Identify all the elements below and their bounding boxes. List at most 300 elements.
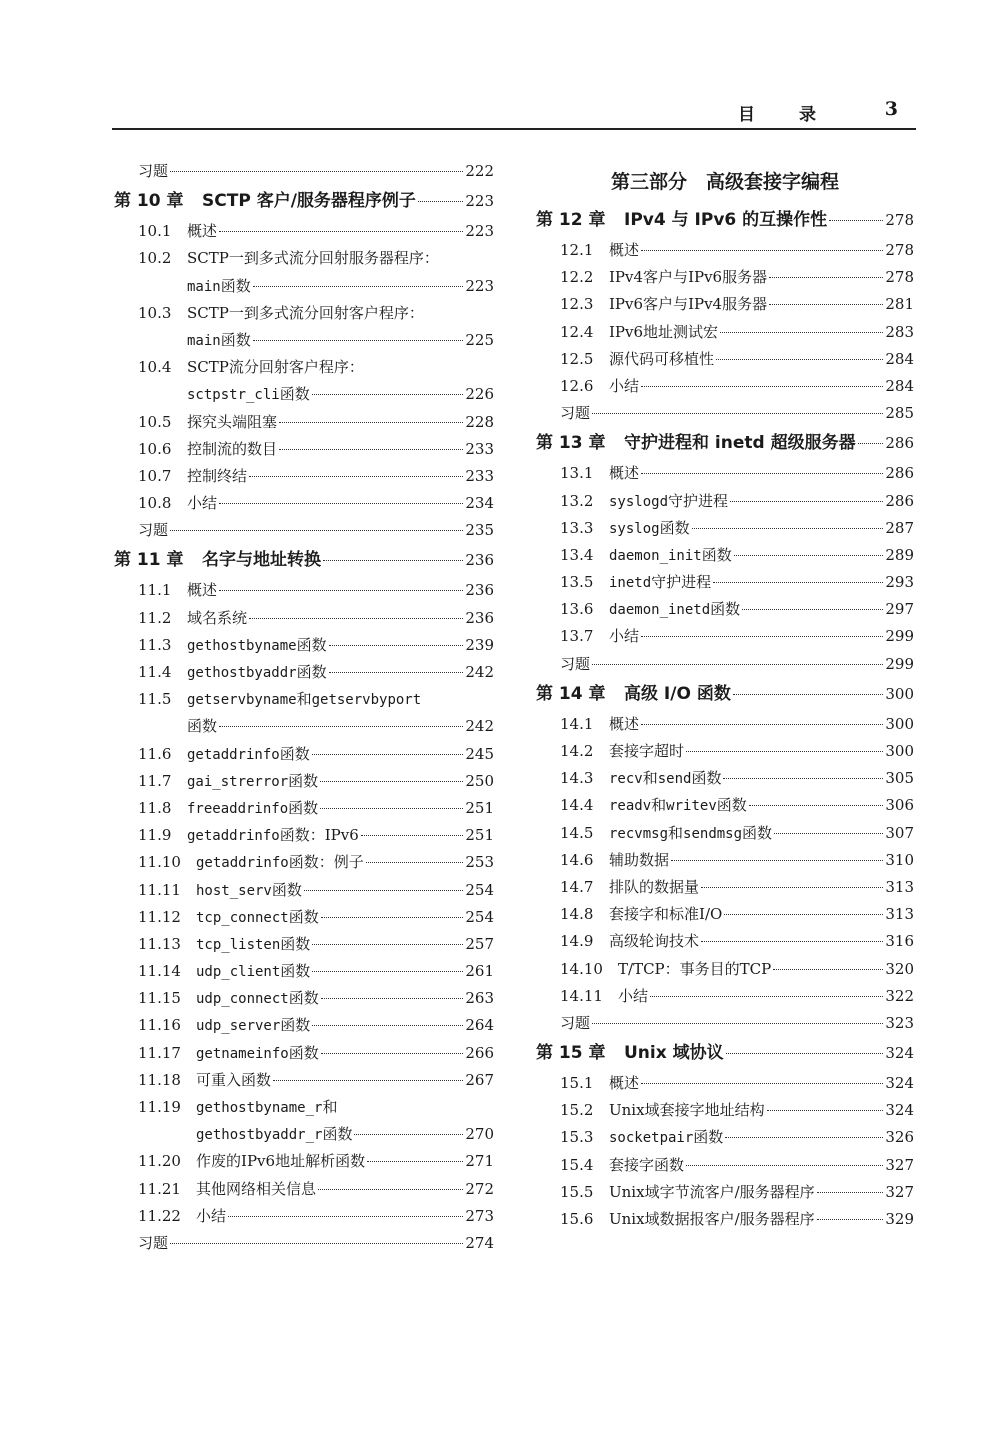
dot-leader: [641, 1083, 883, 1084]
dot-leader: [767, 1110, 884, 1111]
section-entry: [536, 847, 914, 874]
section-entry: [536, 928, 914, 955]
entry-page-number: 272: [465, 1179, 494, 1198]
entry-number: 11.3: [138, 635, 172, 654]
section-entry: [114, 768, 494, 795]
dot-leader: [641, 473, 883, 474]
entry-page-number: 278: [885, 211, 914, 229]
dot-leader: [249, 618, 463, 619]
entry-number: 第 14 章: [536, 683, 606, 704]
entry-page-number: 300: [885, 742, 914, 760]
entry-number: 14.3: [560, 769, 594, 788]
dot-leader: [361, 835, 464, 836]
entry-page-number: 284: [885, 349, 914, 368]
toc-column-left: [114, 158, 494, 1257]
entry-page-number: 306: [885, 796, 914, 815]
dot-leader: [692, 528, 884, 529]
section-entry: [114, 659, 494, 686]
dot-leader: [774, 833, 883, 834]
dot-leader: [701, 887, 883, 888]
entry-title: 概述: [187, 222, 218, 241]
section-entry: [114, 409, 494, 436]
entry-number: 13.7: [560, 627, 594, 646]
entry-page-number: 263: [465, 989, 494, 1008]
entry-number: 第 11 章: [114, 550, 184, 571]
entry-page-number: 222: [465, 162, 494, 180]
entry-page-number: 326: [885, 1128, 914, 1147]
entry-title: gai_strerror函数: [187, 771, 319, 790]
dot-leader: [219, 231, 463, 232]
section-entry: [536, 373, 914, 400]
entry-title: 探究头端阻塞: [187, 412, 278, 431]
entry-number: 11.8: [138, 798, 172, 817]
entry-number: 14.1: [560, 714, 594, 733]
entry-number: 12.4: [560, 322, 594, 341]
entry-title: SCTP 客户/服务器程序例子: [202, 191, 416, 212]
dot-leader: [686, 751, 883, 752]
entry-title: 习题: [138, 1233, 169, 1252]
entry-title: getaddrinfo函数: [187, 744, 310, 763]
entry-title: 小结: [609, 627, 640, 646]
entry-number: 11.22: [138, 1206, 181, 1225]
entry-page-number: 324: [885, 1101, 914, 1120]
entry-number: 13.2: [560, 491, 594, 510]
entry-title: 概述: [187, 581, 218, 600]
dot-leader: [641, 636, 883, 637]
entry-title: getaddrinfo函数：例子: [196, 853, 364, 872]
entry-number: 13.6: [560, 600, 594, 619]
entry-page-number: 329: [885, 1210, 914, 1228]
entry-title: 名字与地址转换: [202, 550, 321, 571]
dot-leader: [749, 805, 884, 806]
entry-title: inetd守护进程: [609, 573, 712, 592]
entry-page-number: 223: [465, 222, 494, 241]
entry-number: 14.6: [560, 850, 594, 869]
section-entry: [114, 463, 494, 490]
entry-title: tcp_listen函数: [196, 934, 311, 953]
section-entry: [114, 245, 494, 272]
dot-leader: [329, 645, 464, 646]
dot-leader: [170, 530, 463, 531]
section-entry: [536, 237, 914, 264]
entry-title: 套接字函数: [609, 1155, 685, 1174]
entry-title: 习题: [560, 1013, 591, 1032]
exercises-entry: [536, 651, 914, 678]
dot-leader: [253, 286, 464, 287]
section-entry-continuation: [114, 381, 494, 408]
entry-page-number: 273: [465, 1206, 494, 1225]
entry-page-number: 270: [465, 1125, 494, 1144]
entry-page-number: 307: [885, 823, 914, 842]
entry-title: IPv4 与 IPv6 的互操作性: [624, 210, 828, 230]
dot-leader: [312, 971, 463, 972]
section-entry: [114, 1040, 494, 1067]
section-entry: [536, 596, 914, 623]
entry-title: getaddrinfo函数：IPv6: [187, 826, 359, 845]
entry-number: 10.7: [138, 466, 172, 485]
entry-page-number: 271: [465, 1152, 494, 1171]
section-entry-continuation: [114, 1121, 494, 1148]
section-entry: [536, 488, 914, 515]
entry-title: 可重入函数: [196, 1070, 272, 1089]
section-entry: [536, 1124, 914, 1151]
section-entry: [536, 542, 914, 569]
dot-leader: [279, 449, 463, 450]
entry-page-number: 245: [465, 744, 494, 763]
dot-leader: [641, 386, 883, 387]
dot-leader: [671, 860, 883, 861]
dot-leader: [320, 781, 463, 782]
section-entry: [114, 490, 494, 517]
entry-title: IPv6地址测试宏: [609, 322, 719, 341]
dot-leader: [320, 808, 463, 809]
section-entry: [114, 795, 494, 822]
section-entry-continuation: [114, 273, 494, 300]
section-entry: [536, 1097, 914, 1124]
entry-page-number: 228: [465, 412, 494, 431]
entry-number: 11.6: [138, 744, 172, 763]
entry-page-number: 223: [465, 192, 494, 211]
dot-leader: [228, 1216, 463, 1217]
entry-page-number: 236: [465, 551, 494, 570]
dot-leader: [366, 862, 464, 863]
header-page-number: 3: [884, 98, 898, 120]
entry-title: tcp_connect函数: [196, 907, 319, 926]
section-entry: [536, 319, 914, 346]
entry-number: 第 15 章: [536, 1043, 606, 1064]
entry-number: 10.1: [138, 222, 172, 241]
section-entry: [536, 956, 914, 983]
entry-number: 13.1: [560, 464, 594, 483]
entry-title: freeaddrinfo函数: [187, 798, 319, 817]
entry-page-number: 284: [885, 376, 914, 395]
entry-title: SCTP流分回射客户程序：: [187, 358, 364, 377]
entry-page-number: 254: [465, 880, 494, 899]
entry-number: 12.3: [560, 295, 594, 314]
entry-page-number: 254: [465, 907, 494, 926]
entry-title: SCTP一到多式流分回射服务器程序：: [187, 249, 439, 268]
section-entry: [536, 792, 914, 819]
entry-page-number: 251: [465, 798, 494, 817]
entry-page-number: 322: [885, 986, 914, 1005]
dot-leader: [773, 969, 883, 970]
dot-leader: [170, 1243, 463, 1244]
section-entry: [536, 738, 914, 765]
dot-leader: [742, 609, 883, 610]
dot-leader: [253, 340, 464, 341]
entry-number: 10.6: [138, 439, 172, 458]
entry-page-number: 286: [885, 464, 914, 483]
dot-leader: [418, 201, 463, 202]
section-entry-continuation: [114, 327, 494, 354]
entry-title: recv和send函数: [609, 769, 722, 788]
entry-number: 第 12 章: [536, 210, 606, 230]
section-entry: [114, 822, 494, 849]
dot-leader: [312, 944, 463, 945]
entry-page-number: 235: [465, 521, 494, 540]
entry-number: 11.2: [138, 608, 172, 627]
entry-title: 守护进程和 inetd 超级服务器: [624, 433, 856, 454]
section-entry: [114, 1203, 494, 1230]
toc-column-right: [536, 158, 914, 1233]
entry-number: 11.4: [138, 663, 172, 681]
entry-title: Unix域数据报客户/服务器程序: [609, 1210, 815, 1228]
entry-page-number: 320: [885, 959, 914, 978]
dot-leader: [273, 1080, 463, 1081]
dot-leader: [726, 1053, 884, 1054]
entry-title: host_serv函数: [196, 880, 302, 899]
entry-number: 10.2: [138, 249, 172, 268]
entry-page-number: 313: [885, 877, 914, 896]
entry-title: 控制终结: [187, 466, 248, 485]
entry-number: 15.2: [560, 1101, 594, 1120]
entry-title: 排队的数据量: [609, 877, 700, 896]
entry-page-number: 250: [465, 771, 494, 790]
entry-page-number: 285: [885, 404, 914, 423]
entry-number: 14.7: [560, 877, 594, 896]
entry-page-number: 305: [885, 769, 914, 788]
section-entry: [536, 460, 914, 487]
dot-leader: [769, 277, 883, 278]
entry-title: sctpstr_cli函数: [187, 385, 310, 404]
entry-number: 14.5: [560, 823, 594, 842]
exercises-entry: [114, 1230, 494, 1257]
entry-page-number: 316: [885, 932, 914, 951]
dot-leader: [321, 998, 464, 999]
entry-title: IPv6客户与IPv4服务器: [609, 295, 768, 314]
dot-leader: [829, 220, 883, 221]
running-header: [112, 98, 916, 130]
entry-number: 10.5: [138, 412, 172, 431]
dot-leader: [329, 672, 464, 673]
entry-title: IPv4客户与IPv6服务器: [609, 268, 768, 287]
entry-number: 11.1: [138, 581, 172, 600]
dot-leader: [723, 778, 883, 779]
chapter-entry: [114, 185, 494, 218]
dot-leader: [219, 726, 463, 727]
entry-number: 11.17: [138, 1043, 181, 1062]
entry-number: 11.5: [138, 690, 172, 709]
dot-leader: [312, 394, 464, 395]
entry-number: 10.3: [138, 303, 172, 322]
entry-title: syslogd守护进程: [609, 491, 729, 510]
entry-page-number: 233: [465, 439, 494, 458]
section-entry: [114, 1067, 494, 1094]
entry-page-number: 297: [885, 600, 914, 619]
entry-title: recvmsg和sendmsg函数: [609, 823, 773, 842]
dot-leader: [858, 443, 884, 444]
dot-leader: [354, 1134, 463, 1135]
entry-number: 12.2: [560, 268, 594, 287]
entry-number: 11.14: [138, 962, 181, 981]
part-heading: 第三部分 高级套接字编程: [610, 171, 839, 193]
section-entry: [114, 605, 494, 632]
entry-title: gethostbyaddr_r函数: [196, 1125, 353, 1144]
entry-title: 高级 I/O 函数: [624, 683, 731, 704]
entry-page-number: 300: [885, 684, 914, 703]
entry-number: 第 13 章: [536, 433, 606, 454]
dot-leader: [249, 476, 463, 477]
entry-number: 11.9: [138, 826, 172, 845]
section-entry: [536, 623, 914, 650]
dot-leader: [321, 917, 464, 918]
entry-page-number: 324: [885, 1044, 914, 1063]
entry-title: gethostbyname_r和: [196, 1098, 338, 1116]
entry-title: syslog函数: [609, 518, 690, 537]
entry-page-number: 242: [465, 717, 494, 736]
entry-page-number: 299: [885, 627, 914, 646]
entry-title: Unix域字节流客户/服务器程序: [609, 1182, 815, 1201]
entry-page-number: 327: [885, 1182, 914, 1201]
header-title: 目录: [738, 105, 860, 125]
entry-number: 11.18: [138, 1070, 181, 1089]
dot-leader: [817, 1192, 884, 1193]
entry-title: 作废的IPv6地址解析函数: [196, 1152, 366, 1171]
entry-number: 14.9: [560, 932, 594, 951]
section-entry: [536, 820, 914, 847]
section-entry: [536, 569, 914, 596]
section-entry: [114, 958, 494, 985]
entry-title: daemon_inetd函数: [609, 600, 741, 619]
dot-leader: [730, 501, 883, 502]
entry-number: 11.12: [138, 907, 181, 926]
entry-title: 概述: [609, 464, 640, 483]
section-entry: [114, 632, 494, 659]
entry-page-number: 278: [885, 241, 914, 259]
entry-title: 小结: [609, 376, 640, 395]
section-entry: [114, 1094, 494, 1121]
entry-page-number: 310: [885, 850, 914, 869]
entry-title: 控制流的数目: [187, 439, 278, 458]
entry-page-number: 239: [465, 635, 494, 654]
dot-leader: [592, 413, 883, 414]
dot-leader: [219, 590, 463, 591]
entry-number: 15.1: [560, 1074, 594, 1093]
entry-number: 15.4: [560, 1155, 594, 1174]
entry-number: 14.11: [560, 986, 603, 1005]
section-entry: [536, 765, 914, 792]
entry-page-number: 261: [465, 962, 494, 981]
entry-page-number: 236: [465, 608, 494, 627]
dot-leader: [304, 890, 463, 891]
entry-title: main函数: [187, 276, 251, 295]
chapter-entry: [536, 678, 914, 711]
section-entry: [114, 741, 494, 768]
entry-title: udp_connect函数: [196, 989, 319, 1008]
entry-page-number: 253: [465, 853, 494, 872]
dot-leader: [769, 304, 883, 305]
section-entry: [114, 904, 494, 931]
entry-number: 14.8: [560, 905, 594, 924]
section-entry: [114, 1148, 494, 1175]
dot-leader: [734, 555, 884, 556]
dot-leader: [725, 1137, 883, 1138]
entry-page-number: 286: [885, 434, 914, 453]
entry-title: 函数: [187, 717, 218, 736]
entry-title: SCTP一到多式流分回射客户程序：: [187, 303, 424, 322]
section-entry: [114, 354, 494, 381]
entry-title: gethostbyaddr函数: [187, 663, 327, 681]
entry-page-number: 293: [885, 573, 914, 592]
entry-number: 12.5: [560, 349, 594, 368]
entry-number: 10.8: [138, 494, 172, 513]
entry-title: readv和writev函数: [609, 796, 747, 815]
exercises-entry: [536, 1010, 914, 1037]
entry-number: 15.5: [560, 1182, 594, 1201]
entry-page-number: 313: [885, 905, 914, 924]
dot-leader: [817, 1219, 884, 1220]
entry-page-number: 267: [465, 1070, 494, 1089]
entry-number: 10.4: [138, 358, 172, 377]
dot-leader: [367, 1161, 463, 1162]
entry-title: 小结: [618, 986, 649, 1005]
entry-number: 11.7: [138, 771, 172, 790]
entry-title: 概述: [609, 241, 640, 259]
dot-leader: [650, 996, 883, 997]
dot-leader: [312, 1025, 463, 1026]
section-entry: [114, 300, 494, 327]
entry-title: 习题: [138, 162, 169, 180]
dot-leader: [170, 171, 463, 172]
entry-page-number: 278: [885, 268, 914, 287]
entry-number: 15.6: [560, 1210, 594, 1228]
section-entry: [536, 983, 914, 1010]
entry-page-number: 264: [465, 1016, 494, 1035]
dot-leader: [318, 1189, 463, 1190]
entry-page-number: 257: [465, 934, 494, 953]
entry-page-number: 299: [885, 654, 914, 673]
chapter-entry: [536, 1037, 914, 1070]
section-entry: [114, 577, 494, 604]
section-entry: [114, 1176, 494, 1203]
entry-number: 11.13: [138, 934, 181, 953]
entry-title: 域名系统: [187, 608, 248, 627]
entry-title: 源代码可移植性: [609, 349, 715, 368]
entry-page-number: 323: [885, 1013, 914, 1032]
dot-leader: [713, 582, 883, 583]
section-entry: [536, 1152, 914, 1179]
entry-page-number: 274: [465, 1233, 494, 1252]
entry-page-number: 281: [885, 295, 914, 314]
entry-number: 13.4: [560, 545, 594, 564]
dot-leader: [592, 1023, 883, 1024]
section-entry: [536, 711, 914, 738]
entry-title: 习题: [560, 654, 591, 673]
entry-page-number: 283: [885, 322, 914, 341]
dot-leader: [321, 1053, 464, 1054]
entry-number: 14.10: [560, 959, 603, 978]
section-entry-continuation: [114, 713, 494, 740]
entry-title: 习题: [138, 521, 169, 540]
dot-leader: [724, 914, 883, 915]
entry-number: 12.6: [560, 376, 594, 395]
chapter-entry: [536, 204, 914, 237]
entry-page-number: 287: [885, 518, 914, 537]
dot-leader: [279, 422, 463, 423]
entry-page-number: 266: [465, 1043, 494, 1062]
entry-title: gethostbyname函数: [187, 635, 327, 654]
chapter-entry: [114, 544, 494, 577]
entry-page-number: 251: [465, 826, 494, 845]
section-entry: [114, 877, 494, 904]
entry-page-number: 225: [465, 330, 494, 349]
section-entry: [114, 849, 494, 876]
entry-title: socketpair函数: [609, 1128, 724, 1147]
entry-title: udp_server函数: [196, 1016, 311, 1035]
entry-number: 11.10: [138, 853, 181, 872]
section-entry: [114, 436, 494, 463]
entry-title: 概述: [609, 714, 640, 733]
